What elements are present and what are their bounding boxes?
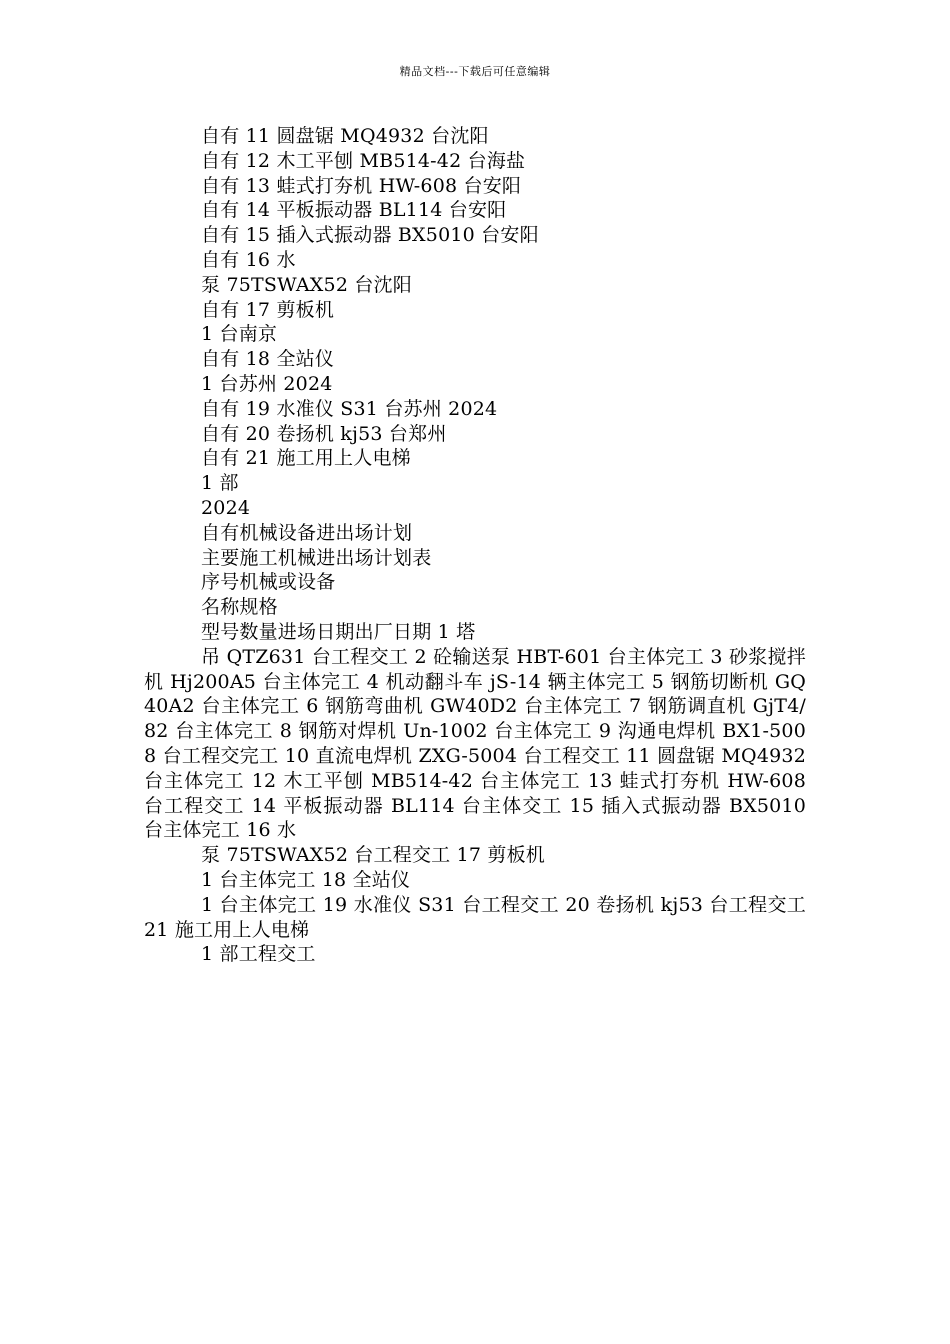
text-line: 自有 17 剪板机 [201,298,335,321]
text-line: 1 部 [201,472,239,495]
text-line: 自有 12 木工平刨 MB514-42 台海盐 [201,149,526,172]
text-line: 1 部工程交工 [201,943,316,966]
text-line: 型号数量进场日期出厂日期 1 塔 [201,620,476,643]
text-line: 名称规格 [201,596,278,619]
text-line: 1 台主体完工 18 全站仪 [201,868,411,891]
text-line: 自有 21 施工用上人电梯 [201,447,411,470]
text-line: 序号机械或设备 [201,571,336,594]
equipment-paragraph: 吊 QTZ631 台工程交工 2 砼输送泵 HBT-601 台主体完工 3 砂浆搅拌机 Hj200A5 台主体完工 4 机动翻斗车 jS-14 辆主体完工 5 钢筋切断机 GQ40A2 台主体完工 6 钢筋弯曲机 GW40D2 台主体完工 7 钢筋调直机 GjT4/82 台主体完工 8 钢筋对焊机 Un-1002 台主体完工 9 沟通电焊机 BX1-5008 台工程交完工 10 直流电焊机 ZXG-5004 台工程交工 11 圆盘锯 MQ4932 台主体完工 12 木工平刨 MB514-42 台主体完工 13 蛙式打夯机 HW-608 台工程交工 14 平板振动器 BL114 台主体交工 15 插入式振动器 BX5010 台主体完工 16 水 [144,645,806,842]
text-line: 自有 15 插入式振动器 BX5010 台安阳 [201,224,539,247]
text-line: 自有 16 水 [201,248,296,271]
equipment-paragraph-tail: 1 台主体完工 19 水准仪 S31 台工程交工 20 卷扬机 kj53 台工程交工 21 施工用上人电梯 [144,893,806,941]
text-line: 泵 75TSWAX52 台工程交工 17 剪板机 [201,844,546,867]
text-line: 1 台苏州 2024 [201,372,333,395]
text-line: 自有 11 圆盘锯 MQ4932 台沈阳 [201,125,489,147]
section-title: 自有机械设备进出场计划 [201,521,413,544]
page-header: 精品文档---下载后可任意编辑 [399,65,551,78]
text-line: 1 台南京 [201,323,278,346]
text-line: 2024 [201,496,251,519]
text-line: 泵 75TSWAX52 台沈阳 [201,273,412,296]
text-line: 自有 14 平板振动器 BL114 台安阳 [201,199,507,222]
text-line: 自有 18 全站仪 [201,348,335,371]
text-line: 自有 20 卷扬机 kj53 台郑州 [201,422,447,445]
document-body [144,124,806,967]
text-line: 自有 19 水准仪 S31 台苏州 2024 [201,397,498,420]
table-title: 主要施工机械进出场计划表 [201,546,432,569]
text-line: 自有 13 蛙式打夯机 HW-608 台安阳 [201,174,522,197]
